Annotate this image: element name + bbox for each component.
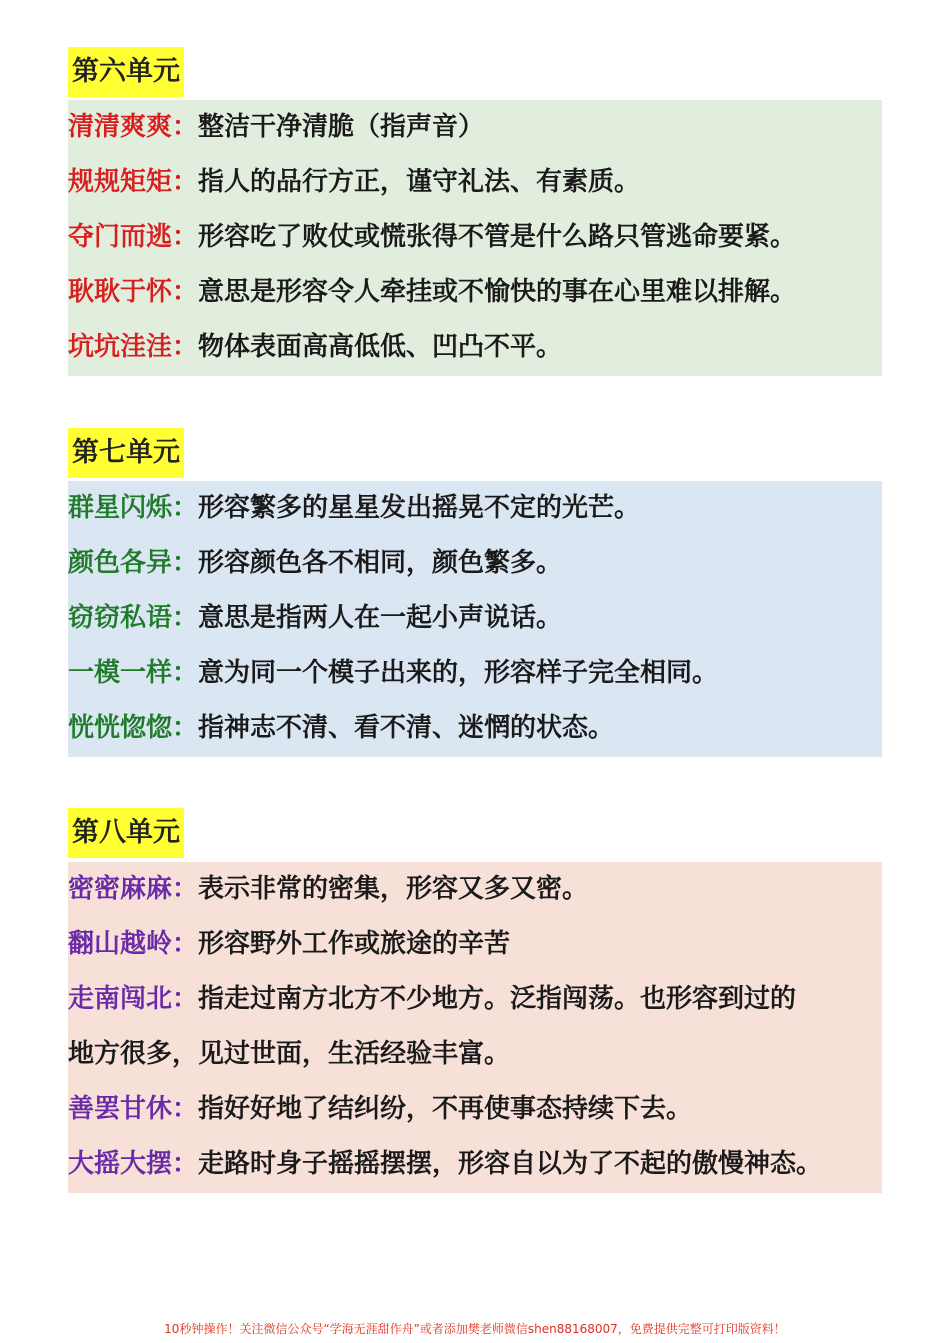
- entry-colon: ：: [172, 1149, 199, 1179]
- entry: [68, 100, 882, 155]
- entry-term: 清清爽爽: [68, 112, 173, 142]
- entry-colon: ：: [172, 658, 199, 688]
- entry-definition: 意思是指两人在一起小声说话。: [198, 603, 563, 633]
- entry-colon: ：: [172, 332, 199, 362]
- entry-term: 颜色各异: [68, 548, 173, 578]
- entry-colon: ：: [172, 929, 199, 959]
- entry-term: 一模一样: [68, 658, 173, 688]
- entry: [68, 862, 882, 917]
- entry-definition: 表示非常的密集，形容又多又密。: [198, 874, 589, 904]
- entry: [68, 646, 882, 701]
- entry-term: 翻山越岭: [68, 929, 173, 959]
- entry-term: 群星闪烁: [68, 493, 173, 523]
- entry-colon: ：: [172, 548, 199, 578]
- entry: [68, 265, 882, 320]
- entry: [68, 320, 882, 375]
- entry: [68, 210, 882, 265]
- entry-definition: 意思是形容令人牵挂或不愉快的事在心里难以排解。: [198, 277, 797, 307]
- entry: [68, 481, 882, 536]
- entry: [68, 1082, 882, 1137]
- entry: [68, 972, 882, 1027]
- entry-term: 窃窃私语: [68, 603, 173, 633]
- footer-notice: 10秒钟操作！关注微信公众号“学海无涯甜作舟”或者添加樊老师微信shen88168007，免费提供完整可打印版资料！: [164, 1322, 786, 1336]
- entry-colon: ：: [172, 493, 199, 523]
- entry-definition: 物体表面高高低低、凹凸不平。: [198, 332, 563, 362]
- entry-term: 规规矩矩: [68, 167, 173, 197]
- entry-definition: 指神志不清、看不清、迷惘的状态。: [198, 713, 615, 743]
- entry-definition: 指走过南方北方不少地方。泛指闯荡。也形容到过的: [198, 984, 797, 1014]
- entry-term: 坑坑洼洼: [68, 332, 173, 362]
- entry-continuation: 地方很多，见过世面，生活经验丰富。: [68, 1039, 511, 1069]
- entry-term: 大摇大摆: [68, 1149, 173, 1179]
- entry-definition: 形容繁多的星星发出摇晃不定的光芒。: [198, 493, 641, 523]
- entry: [68, 591, 882, 646]
- entry-definition: 指人的品行方正，谨守礼法、有素质。: [198, 167, 641, 197]
- unit-title-8: 第八单元: [68, 808, 184, 858]
- entry-colon: ：: [172, 874, 199, 904]
- entry-term: 恍恍惚惚: [68, 713, 173, 743]
- entry: [68, 536, 882, 591]
- entry: [68, 1137, 882, 1192]
- entry-term: 密密麻麻: [68, 874, 173, 904]
- entry-term: 夺门而逃: [68, 222, 173, 252]
- unit-panel-6: [68, 100, 882, 376]
- entry-term: 善罢甘休: [68, 1094, 173, 1124]
- entry-colon: ：: [172, 277, 199, 307]
- unit-panel-8: [68, 862, 882, 1193]
- entry-colon: ：: [172, 222, 199, 252]
- unit-panel-7: [68, 481, 882, 757]
- entry-definition: 形容野外工作或旅途的辛苦: [198, 929, 511, 959]
- entry-definition: 意为同一个模子出来的，形容样子完全相同。: [198, 658, 719, 688]
- entry: [68, 917, 882, 972]
- entry-definition: 指好好地了结纠纷，不再使事态持续下去。: [198, 1094, 693, 1124]
- entry-colon: ：: [172, 984, 199, 1014]
- entry-colon: ：: [172, 112, 199, 142]
- entry-colon: ：: [172, 713, 199, 743]
- entry-definition: 形容颜色各不相同，颜色繁多。: [198, 548, 563, 578]
- entry-definition: 整洁干净清脆（指声音）: [198, 112, 485, 142]
- entry-definition: 形容吃了败仗或慌张得不管是什么路只管逃命要紧。: [198, 222, 797, 252]
- unit-title-7: 第七单元: [68, 428, 184, 478]
- entry-definition: 走路时身子摇摇摆摆，形容自以为了不起的傲慢神态。: [198, 1149, 823, 1179]
- entry-term: 走南闯北: [68, 984, 173, 1014]
- entry-term: 耿耿于怀: [68, 277, 173, 307]
- entry: [68, 155, 882, 210]
- unit-title-6: 第六单元: [68, 47, 184, 97]
- entry: [68, 701, 882, 756]
- entry-colon: ：: [172, 167, 199, 197]
- entry-colon: ：: [172, 1094, 199, 1124]
- entry-colon: ：: [172, 603, 199, 633]
